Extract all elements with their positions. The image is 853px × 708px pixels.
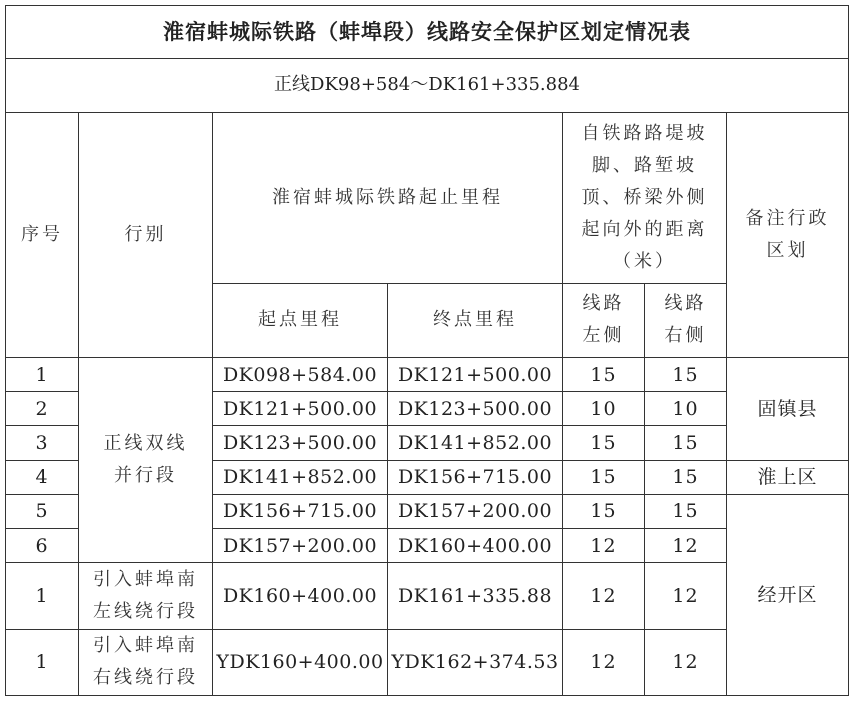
cell-right: 12 — [645, 563, 727, 629]
cell-start: DK160+400.00 — [213, 563, 388, 629]
cell-end: YDK162+374.53 — [388, 629, 563, 696]
cell-start: DK141+852.00 — [213, 460, 388, 494]
header-distance-group: 自铁路路堤坡脚、路堑坡顶、桥梁外侧起向外的距离（米） — [563, 112, 727, 283]
header-left: 线路左侧 — [563, 283, 645, 357]
cell-left: 12 — [563, 629, 645, 696]
table-row — [6, 629, 849, 696]
cell-right: 15 — [645, 460, 727, 494]
cell-right: 10 — [645, 392, 727, 426]
cell-end: DK141+852.00 — [388, 426, 563, 460]
header-right: 线路右侧 — [645, 283, 727, 357]
cell-end: DK123+500.00 — [388, 392, 563, 426]
cell-admin-guzhen: 固镇县 — [727, 358, 849, 461]
cell-end: DK160+400.00 — [388, 528, 563, 562]
cell-left: 15 — [563, 460, 645, 494]
header-line-type: 行别 — [79, 112, 213, 357]
cell-end: DK161+335.88 — [388, 563, 563, 629]
cell-seq: 6 — [6, 528, 79, 562]
cell-end: DK157+200.00 — [388, 494, 563, 528]
cell-left: 15 — [563, 494, 645, 528]
cell-seq: 3 — [6, 426, 79, 460]
header-admin: 备注行政区划 — [727, 112, 849, 357]
header-start: 起点里程 — [213, 283, 388, 357]
cell-left: 12 — [563, 528, 645, 562]
cell-seq: 1 — [6, 629, 79, 696]
cell-start: DK156+715.00 — [213, 494, 388, 528]
cell-line-type-right-bypass: 引入蚌埠南右线绕行段 — [79, 629, 213, 696]
cell-right: 15 — [645, 494, 727, 528]
protection-zone-table — [5, 5, 849, 696]
cell-start: DK123+500.00 — [213, 426, 388, 460]
cell-right: 15 — [645, 426, 727, 460]
table-title: 淮宿蚌城际铁路（蚌埠段）线路安全保护区划定情况表 — [6, 6, 849, 59]
cell-right: 12 — [645, 528, 727, 562]
cell-seq: 1 — [6, 358, 79, 392]
cell-end: DK121+500.00 — [388, 358, 563, 392]
cell-seq: 2 — [6, 392, 79, 426]
cell-right: 15 — [645, 358, 727, 392]
cell-start: DK121+500.00 — [213, 392, 388, 426]
cell-left: 15 — [563, 358, 645, 392]
table-subtitle: 正线DK98+584～DK161+335.884 — [6, 59, 849, 112]
cell-left: 15 — [563, 426, 645, 460]
cell-start: DK157+200.00 — [213, 528, 388, 562]
cell-right: 12 — [645, 629, 727, 696]
cell-seq: 1 — [6, 563, 79, 629]
header-mileage-group: 淮宿蚌城际铁路起止里程 — [213, 112, 563, 283]
cell-start: YDK160+400.00 — [213, 629, 388, 696]
cell-left: 12 — [563, 563, 645, 629]
cell-line-type-main: 正线双线并行段 — [79, 358, 213, 563]
header-end: 终点里程 — [388, 283, 563, 357]
cell-admin-jingkai: 经开区 — [727, 494, 849, 695]
cell-line-type-left-bypass: 引入蚌埠南左线绕行段 — [79, 563, 213, 629]
table-row — [6, 358, 849, 392]
cell-seq: 4 — [6, 460, 79, 494]
header-seq: 序号 — [6, 112, 79, 357]
cell-end: DK156+715.00 — [388, 460, 563, 494]
cell-admin-huaishang: 淮上区 — [727, 460, 849, 494]
cell-left: 10 — [563, 392, 645, 426]
cell-seq: 5 — [6, 494, 79, 528]
table-row — [6, 563, 849, 629]
cell-start: DK098+584.00 — [213, 358, 388, 392]
